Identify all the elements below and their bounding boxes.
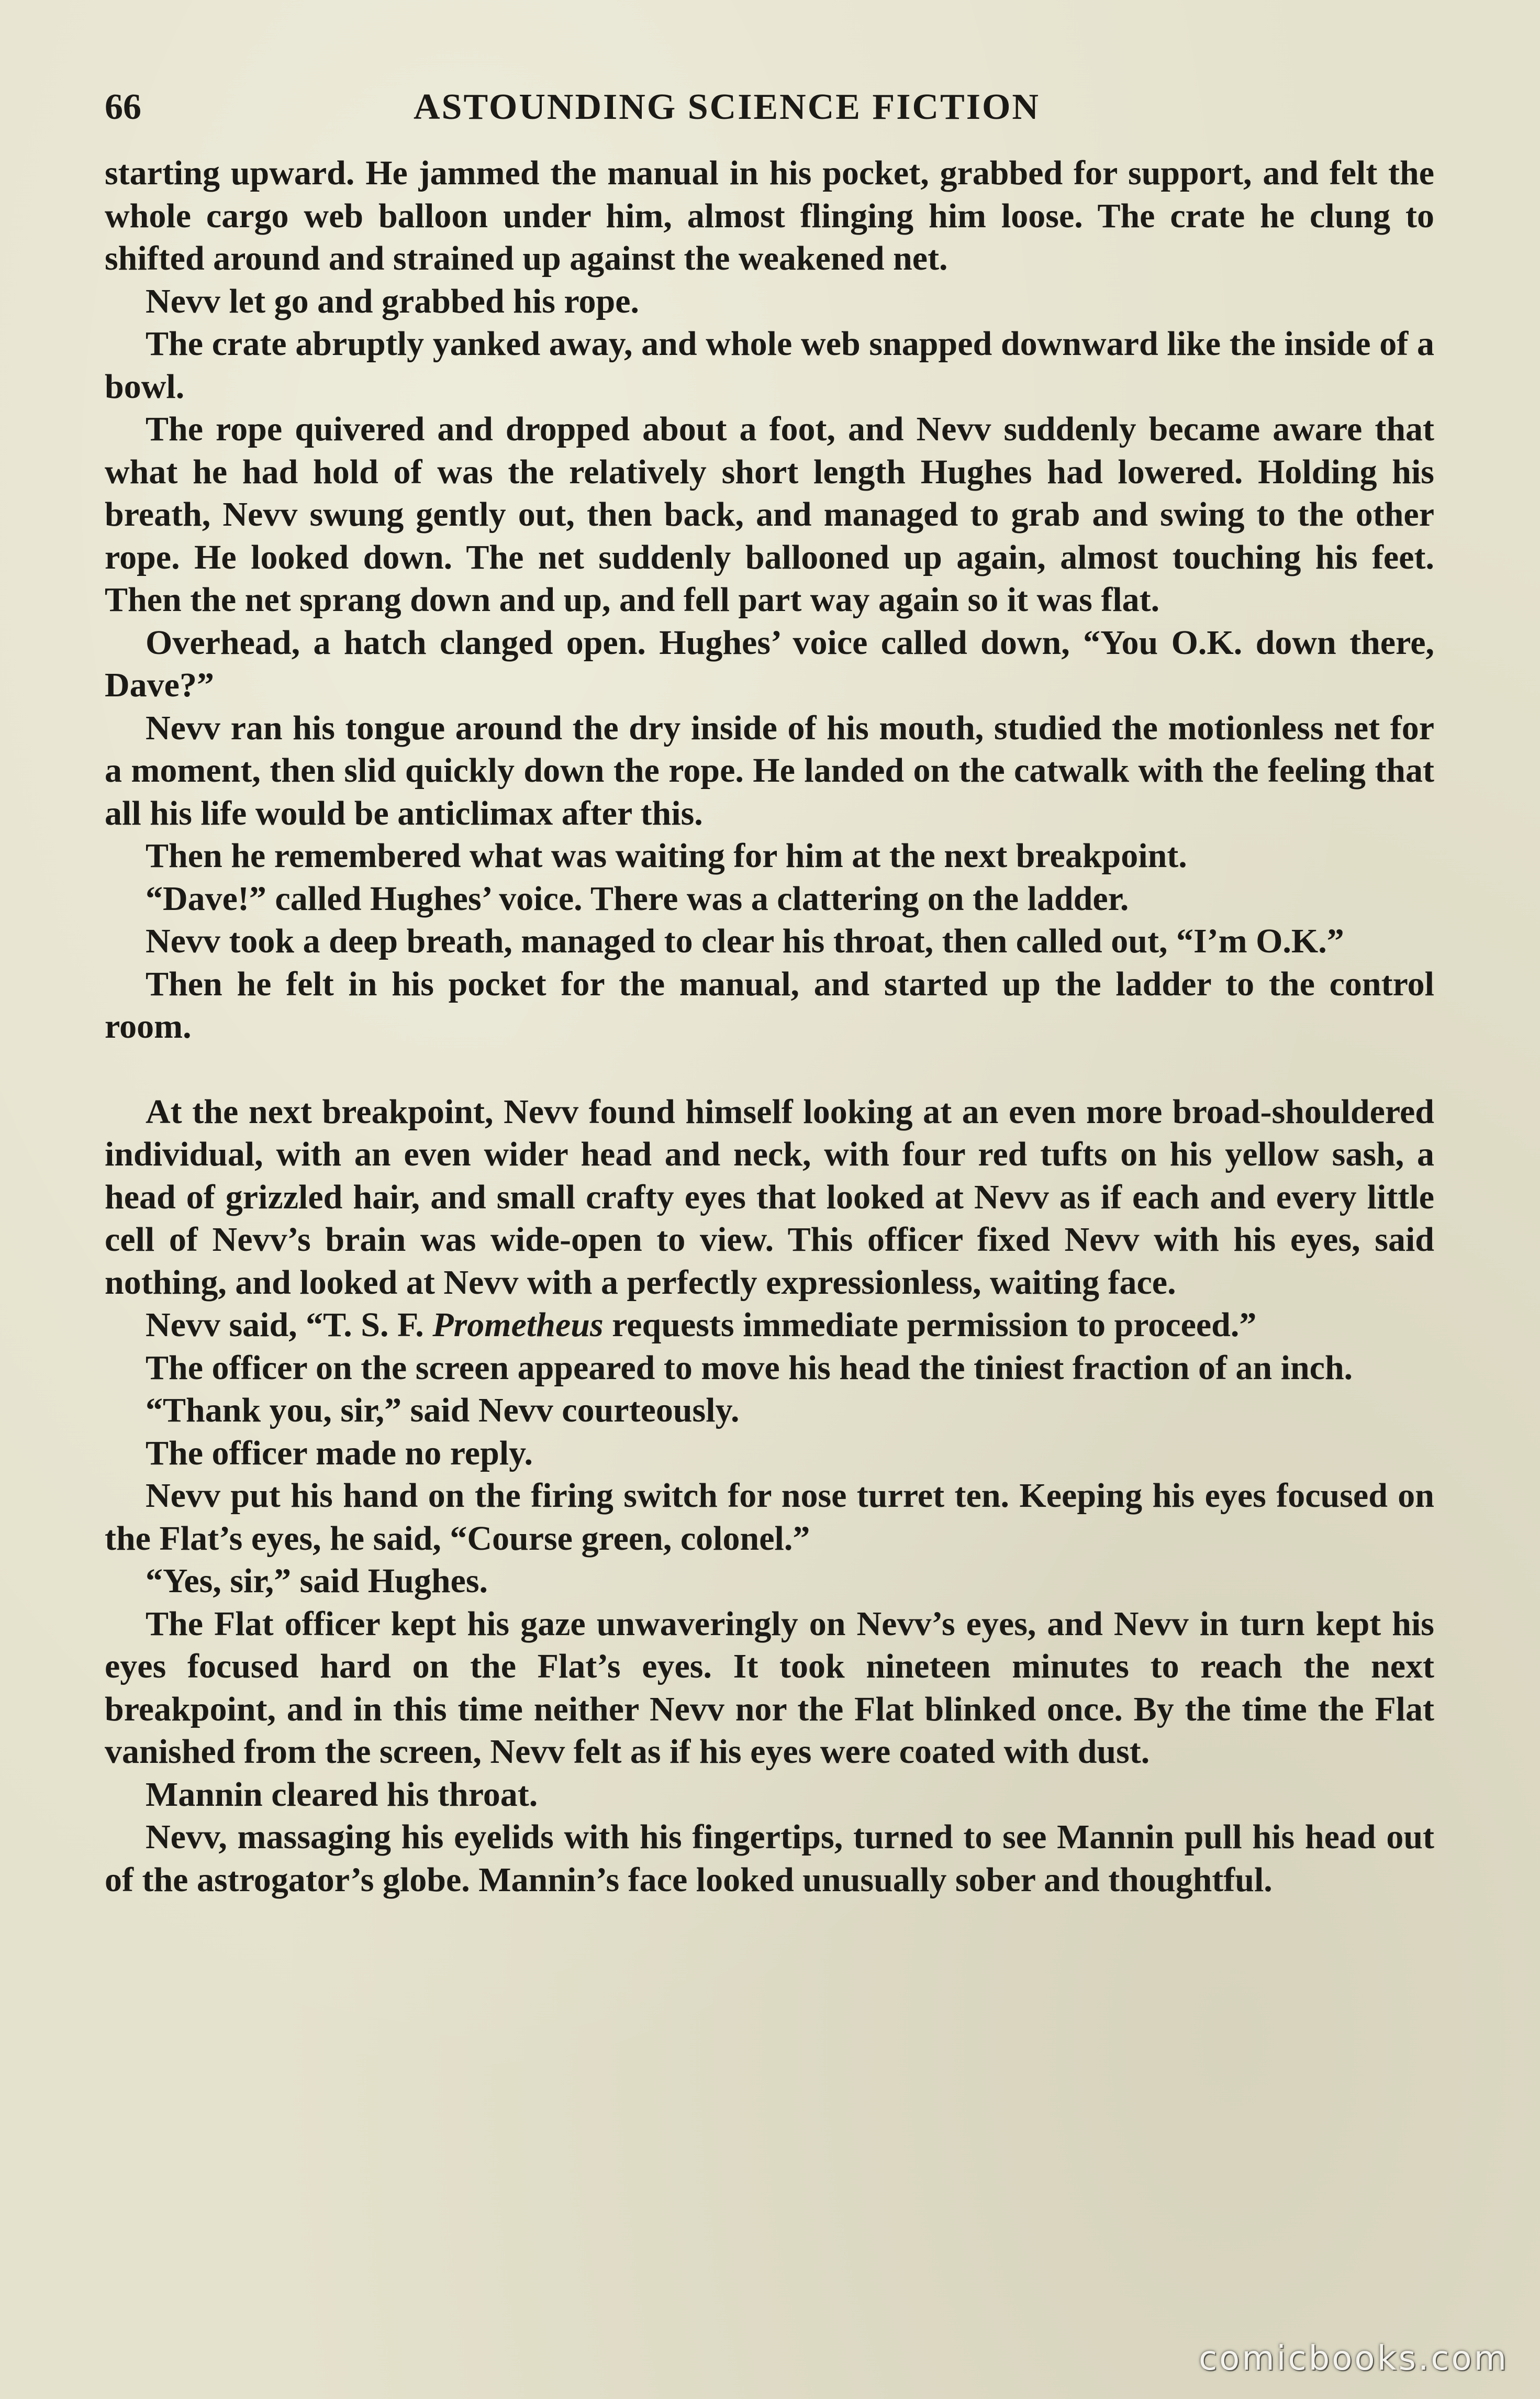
paragraph: Overhead, a hatch clanged open. Hughes’ voice called down, “You O.K. down there, Dave?” xyxy=(105,623,1434,704)
paragraph: The Flat officer kept his gaze unwaveringly on Nevv’s eyes, and Nevv in turn kept his eyes focused hard on the Flat’s eyes. It took nineteen minutes to reach the next breakpoint, and in this time neither Nevv nor the Flat blinked once. By the time the Flat vanished from the screen, Nevv felt as if his eyes were coated with dust. xyxy=(105,1604,1434,1771)
paragraph-text: requests immediate permission to proceed.” xyxy=(603,1306,1257,1344)
paragraph: The crate abruptly yanked away, and whole web snapped downward like the inside of a bowl. xyxy=(105,325,1434,406)
paragraph: “Yes, sir,” said Hughes. xyxy=(146,1562,488,1600)
paragraph xyxy=(105,1304,1434,1347)
watermark: comicbooks.com xyxy=(1198,2339,1509,2378)
paragraph: Then he remembered what was waiting for him at the next breakpoint. xyxy=(146,837,1187,875)
paragraph: Nevv ran his tongue around the dry inside of his mouth, studied the motionless net for a moment, then slid quickly down the rope. He landed on the catwalk with the feeling that all his life would be anticlimax after this. xyxy=(105,708,1434,832)
paragraph: At the next breakpoint, Nevv found himself looking at an even more broad-shouldered individual, with an even wider head and neck, with four red tufts on his yellow sash, a head of grizzled hair, and small crafty eyes that looked at Nevv as if each and every little cell of Nevv’s brain was wide-open to view. This officer fixed Nevv with his eyes, said nothing, and looked at Nevv with a perfectly expressionless, waiting face. xyxy=(105,1092,1434,1302)
paragraph: Nevv let go and grabbed his rope. xyxy=(146,282,640,320)
paragraph: The officer made no reply. xyxy=(146,1434,533,1472)
paragraph: The rope quivered and dropped about a foot, and Nevv suddenly became aware that what he had hold of was the relatively short length Hughes had lowered. Holding his breath, Nevv swung gently out, then back, and managed to grab and swing to the other rope. He looked down. The net suddenly ballooned up again, almost touching his feet. Then the net sprang down and up, and fell part way again so it was flat. xyxy=(105,410,1434,619)
page-header xyxy=(105,84,1424,131)
paragraph: Then he felt in his pocket for the manual, and started up the ladder to the control room. xyxy=(105,964,1434,1046)
paragraph: “Dave!” called Hughes’ voice. There was a clattering on the ladder. xyxy=(146,879,1129,918)
body-text xyxy=(105,152,1434,1901)
paragraph: “Thank you, sir,” said Nevv courteously. xyxy=(146,1391,740,1429)
paragraph: Nevv took a deep breath, managed to clear his throat, then called out, “I’m O.K.” xyxy=(146,922,1344,960)
ship-name: Prometheus xyxy=(432,1306,604,1344)
paragraph: starting upward. He jammed the manual in his pocket, grabbed for support, and felt the whole cargo web balloon under him, almost flinging him loose. The crate he clung to shifted around and strained up against the weakened net. xyxy=(105,154,1434,277)
paragraph: Nevv, massaging his eyelids with his fingertips, turned to see Mannin pull his head out of the astrogator’s globe. Mannin’s face looked unusually sober and thoughtful. xyxy=(105,1818,1434,1899)
paragraph: Nevv put his hand on the firing switch for nose turret ten. Keeping his eyes focused on the Flat’s eyes, he said, “Course green, colonel.” xyxy=(105,1476,1434,1558)
paragraph: Mannin cleared his throat. xyxy=(146,1775,538,1814)
running-head: ASTOUNDING SCIENCE FICTION xyxy=(414,87,1040,127)
paragraph: The officer on the screen appeared to move his head the tiniest fraction of an inch. xyxy=(146,1348,1353,1387)
page-number: 66 xyxy=(105,87,141,127)
paragraph-text: Nevv said, “T. S. F. xyxy=(146,1306,433,1344)
